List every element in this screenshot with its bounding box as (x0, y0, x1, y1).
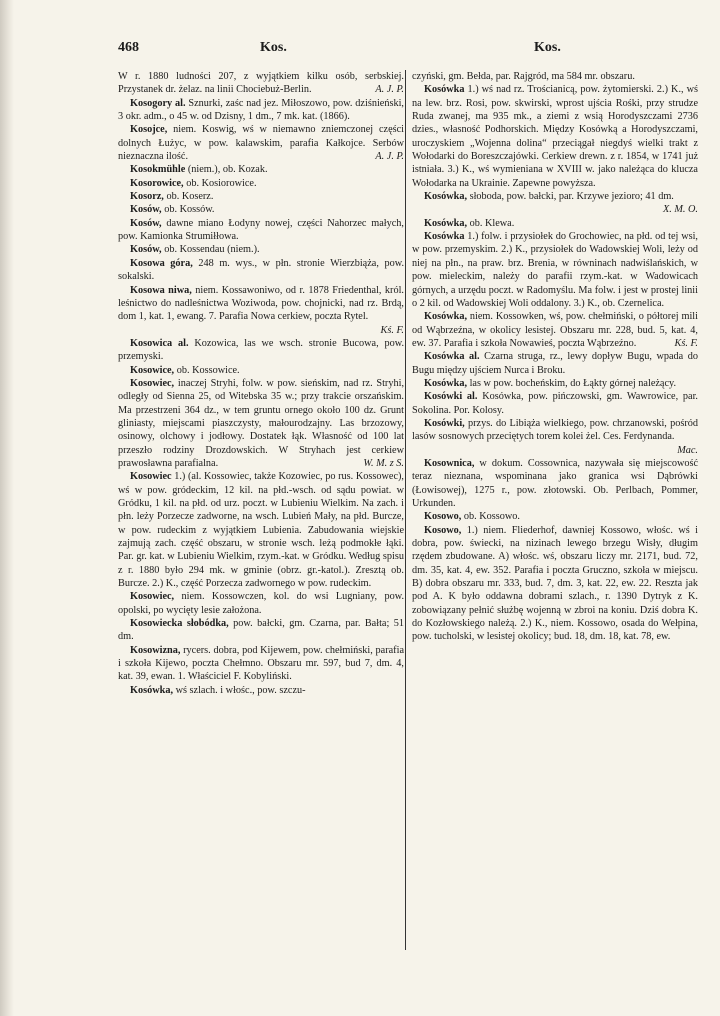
column-divider (405, 70, 406, 950)
entry-headword: Kosówki, (424, 417, 465, 429)
dictionary-entry (118, 217, 404, 244)
dictionary-entry (412, 70, 698, 83)
dictionary-entry (412, 310, 698, 350)
right-column (412, 70, 698, 644)
dictionary-entry (118, 70, 404, 97)
entry-text: niem. Koswig, wś w niemawno zniemczonej części dolnych Łużyc, w pow. kalawskim, parafia Kałkojce. Serbów nieznaczna ilość. (118, 124, 405, 163)
entry-author: W. M. z S. (363, 457, 404, 469)
dictionary-entry (118, 617, 404, 644)
dictionary-entry (412, 350, 698, 377)
entry-headword: Kosówka, (424, 191, 468, 203)
entry-headword: Kosowa niwa, (130, 284, 192, 296)
entry-text: W r. 1880 ludności 207, z wyjątkiem kilku osób, serbskiej. Przystanek dr. żelaz. na linii Chociebuż-Berlin. (118, 71, 404, 96)
entry-text: słoboda, pow. bałcki, par. Krzywe jezioro; 41 dm. (469, 191, 674, 203)
dictionary-entry (118, 163, 404, 176)
entry-headword: Kosogory al. (130, 97, 186, 109)
dictionary-entry (118, 284, 404, 337)
entry-text: las w pow. bocheńskim, do Łąkty górnej należący. (469, 377, 677, 389)
dictionary-entry (118, 644, 404, 684)
entry-author: A. J. P. (375, 84, 404, 96)
entry-text: niem. Kossowken, wś, pow. chełmiński, o półtorej mili od Wąbrzeźna, w okolicy lesistej. Obszaru mr. 228, bud. 5, kat. 4, ew. 37. Parafia i szkoła Nowawieś, poczta Wąbrzeźno. (412, 311, 698, 349)
entry-text: w dokum. Cossownica, nazywała się miejscowość teraz nieznana, wspominana jako granica wsi Dąbrówki (Łowisowej), 1275 r., pow. złotowski. Ob. Perlbach, Pommer, Urkunden. (412, 457, 699, 509)
entry-author: X. M. O. (662, 204, 698, 216)
entry-text: 248 m. wys., w płn. stronie Wierzbiąża, pow. sokalski. (118, 257, 405, 283)
entry-headword: Kosówka, (424, 377, 468, 389)
dictionary-entry (412, 190, 698, 217)
entry-text: rycers. dobra, pod Kijewem, pow. chełmiński, parafia i szkoła Kijewo, poczta Chełmno. Obszaru mr. 597, bud 7, dm. 4, kat. 39, ewan. 1. Właściciel F. Kobyliński. (118, 644, 404, 683)
dictionary-entry (412, 390, 698, 417)
entry-headword: Kosówki al. (424, 391, 478, 403)
left-column (118, 70, 404, 697)
entry-text: 1.) niem. Fliederhof, dawniej Kossowo, włośc. wś i dobra, pow. świecki, na nizinach lewego brzegu Wisły, długim rzędem zbudowane. A) włośc. wś, obszaru liczy mr. 2171, bud. 72, dm. 35, kat. 4, ew. 352. Parafia i poczta Gruczno, szkoła w miejscu. B) dobra obszaru mr. 333, bud. 7, dm. 3, kat. 22, ew. 22. Reszta jak pod A. K było oddawna dobrami szlach., r. 1390 Dytryk z K. zobowiązany pełnić służbę wojenną w zbroi na koniu. Dziś dobra K. do Kozłowskiego należą. 2.) K., niem. Kossowo, osada do Wełpina, pow. tucholski, w lesistej okolicy; bud. 18, dm. 18, kat. 78, ew. (412, 524, 698, 643)
dictionary-entry (118, 257, 404, 284)
dictionary-entry (412, 457, 698, 510)
dictionary-entry (118, 243, 404, 256)
dictionary-entry (118, 364, 404, 377)
dictionary-entry (412, 217, 698, 230)
entry-author: A. J. P. (375, 151, 404, 163)
dictionary-entry (118, 684, 404, 697)
dictionary-entry (118, 470, 404, 590)
entry-headword: Kosówka, (424, 311, 468, 323)
entry-headword: Kosowiec (130, 471, 172, 483)
dictionary-entry (118, 590, 404, 617)
entry-text: 1.) folw. i przysiołek do Grochowiec, na płd. od tej wsi, w pow. przemyskim. 2.) K., przysiołek do Wadowskiej Woli, leży od niej na płn., na praw. brz. Brenia, w równinach nadwiślańskich, w pow. mieleckim, należy do parafii rzym.-kat. w Wadowicach górnych, a urzędu poczt. w Radomyślu. Ma folw. i jest w prostej linii o 2 kil. od Wadowskiej Woli oddalony. 3.) K., ob. Czernelica. (412, 231, 698, 309)
entry-headword: Kosowiec, (130, 591, 175, 603)
dictionary-entry (412, 524, 698, 644)
page-number: 468 (118, 40, 139, 55)
entry-text: dawne miano Łodyny nowej, części Nahorzec małych, pow. Kamionka Strumiłłowa. (118, 217, 404, 243)
entry-text: Kozowica, las we wsch. stronie Bucowa, pow. przemyski. (118, 337, 405, 363)
entry-text: Kosówka, pow. pińczowski, gm. Wawrowice, par. Sokolina. Por. Kolosy. (412, 391, 698, 416)
entry-author: Kś. F. (674, 337, 698, 349)
page-edge-shadow (0, 0, 14, 1016)
entry-text: przys. do Libiąża wielkiego, pow. chrzanowski, pośród lasów sosnowych przeciętych torem kolei żel. Ces. Ferdynanda. (412, 417, 698, 443)
dictionary-entry (118, 203, 404, 216)
dictionary-entry (412, 510, 698, 523)
entry-headword: Kosokmühle (130, 164, 186, 176)
dictionary-entry (412, 417, 698, 457)
dictionary-entry (118, 123, 404, 163)
entry-headword: Kosorz, (130, 191, 164, 203)
entry-text: Czarna struga, rz., lewy dopływ Bugu, wpada do Bugu między ujściem Nurca i Broku. (412, 351, 698, 376)
entry-headword: Kosówka (424, 84, 465, 96)
entry-text: ob. Kossowo. (463, 511, 520, 523)
entry-text: wś szlach. i włośc., pow. szczu- (175, 684, 306, 696)
entry-text: 1.) wś nad rz. Trościanicą, pow. żytomierski. 2.) K., wś na lew. brz. Rosi, pow. skwirski, wprost ujścia Rośki, przy strudze Ruda zwanej, ma 935 mk., a ziemi z wsią Horodyszczami 2736 dzies., własność Podhorskich. Między Kosówką a Horodyszczami, uroczyskiem „Wojenna dolina“ przeciągał niegdyś wielki trakt z Wołodarki do Boreszczajówki. Cerkiew drewn. z r. 1854, w 1741 już istniała. 3.) K., wś wymieniana w XVIII w. jako należąca do klucza Wołodarka na Ukrainie. Zapewne powyższa. (412, 84, 699, 189)
entry-text: czyński, gm. Bełda, par. Rajgród, ma 584 mr. obszaru. (412, 71, 635, 82)
entry-headword: Kosowo, (424, 524, 462, 536)
page-header (118, 40, 680, 60)
entry-text: Sznurki, zaśc nad jez. Miłoszowo, pow. dziśnieński, 3 okr. adm., o 45 w. od Dzisny, 1 dm., 7 mk. kat. (1866). (118, 97, 404, 123)
entry-headword: Kosów, (130, 204, 162, 216)
entry-author: Mac. (677, 444, 698, 456)
entry-text: (niem.), ob. Kozak. (187, 164, 268, 176)
running-head-right: Kos. (534, 40, 561, 55)
entry-text: niem. Kossowczen, kol. do wsi Lugniany, pow. opolski, po wycięty lesie założona. (118, 591, 405, 616)
dictionary-entry (118, 97, 404, 124)
entry-text: inaczej Stryhi, folw. w pow. sieńskim, nad rz. Stryhi, odległy od Sienna 25, od Witebska 35 w.; przy trakcie orszańskim. Ma przestrzeni 364 dz., w tem gruntu ornego około 100 dz. Grunt gliniasty, miejscami piaszczysty, małourodzajny. Las brzozowy, osinowy, olchowy i jodłowy. Dostatek łąk. Własność od 100 lat przeszło rodziny Drozdowskich. W Stryhach jest cerkiew prawosławna parafialna. (118, 377, 405, 469)
entry-text: ob. Kossendau (niem.). (164, 244, 260, 256)
dictionary-entry (118, 177, 404, 190)
dictionary-entry (412, 377, 698, 390)
entry-text: ob. Klewa. (469, 217, 515, 229)
entry-headword: Kosówka, (424, 217, 468, 229)
entry-headword: Kosojce, (130, 124, 168, 136)
dictionary-entry (412, 230, 698, 310)
entry-text: ob. Kossów. (164, 204, 215, 216)
entry-headword: Kosowica al. (130, 337, 189, 349)
dictionary-entry (118, 377, 404, 470)
entry-text: ob. Koserz. (166, 191, 214, 203)
entry-text: 1.) (al. Kossowiec, także Kozowiec, po rus. Kossowec), wś w pow. gródeckim, 12 kil. na płd.-wsch. od sądu powiat. w Gródku, 1 kil. na płd. od urz. poczt. w Lubieniu Wielkim. Na zach. i płn. leży Porzecze zadworne, na wsch. Lubień Mały, na płd. Burcze, w pow. rudeckim z wyjątkiem Lubienia. Zabudowania wiejskie zajmują zach. część obszaru, w stronie wsch. leżą podmokłe łąki. Par. gr. kat. w Lubieniu Wielkim, rzym.-kat. w Gródku. Według spisu z r. 1880 było 294 mk. w gminie (obrz. gr.-katol.). Zresztą ob. Burcze. 2.) K., część Porzecza zadwornego w pow. rudeckim. (118, 471, 404, 590)
entry-headword: Kosowice, (130, 364, 175, 376)
entry-headword: Kosówka, (130, 684, 174, 696)
entry-author: Kś. F. (380, 324, 404, 336)
entry-headword: Kosówka (424, 231, 465, 243)
entry-text: pow. bałcki, gm. Czarna, par. Bałta; 51 dm. (118, 618, 405, 643)
entry-headword: Kosowa góra, (130, 257, 193, 269)
entry-headword: Kosowiecka słobódka, (130, 618, 229, 630)
entry-headword: Kosowizna, (130, 644, 181, 656)
entry-headword: Kosów, (130, 217, 162, 229)
entry-headword: Kosorowice, (130, 177, 184, 189)
entry-text: ob. Kosiorowice. (186, 177, 257, 189)
entry-headword: Kosowo, (424, 511, 462, 523)
entry-headword: Kosówka al. (424, 351, 480, 363)
running-head-left: Kos. (260, 40, 287, 55)
entry-headword: Kosów, (130, 244, 162, 256)
dictionary-entry (118, 190, 404, 203)
entry-headword: Kosowiec, (130, 377, 175, 389)
dictionary-entry (118, 337, 404, 364)
entry-headword: Kosownica, (424, 457, 475, 469)
entry-text: niem. Kossawoniwo, od r. 1878 Friedenthal, król. leśnictwo do nadleśnictwa Woziwoda, pow. chojnicki, nad rz. Brdą, dom 1, kat. 1, ewang. 7. Parafia Nowa cerkiew, poczta Rytel. (118, 284, 404, 323)
dictionary-entry (412, 83, 698, 190)
entry-text: ob. Kossowice. (176, 364, 240, 376)
